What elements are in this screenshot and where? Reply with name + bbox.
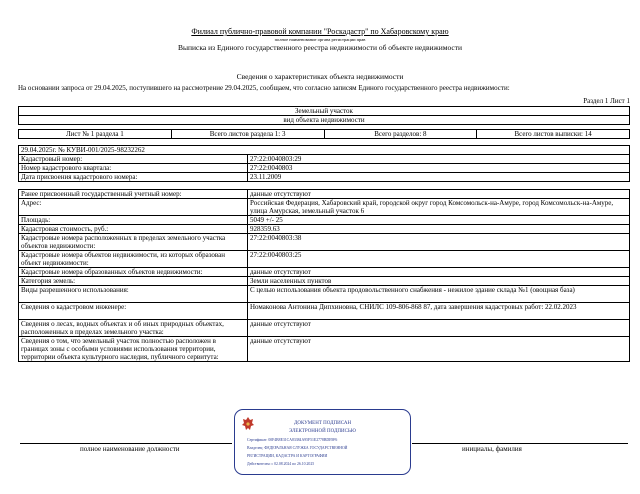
table-row — [19, 173, 630, 182]
row-label: Кадастровые номера расположенных в пределах земельного участка объектов недвижимости: — [19, 234, 248, 251]
sections-total: Всего разделов: 8 — [324, 130, 477, 139]
row-value: С целью использования объекта продовольственного снабжения - нежилое здание склада №1 (овощная база) — [248, 286, 630, 303]
table-row — [19, 199, 630, 216]
row-value: Номаконова Антонина Дипхиновна, СНИЛС 109-806-868 87, дата завершения кадастровых работ: 22.02.2023 — [248, 303, 630, 320]
row-label: Кадастровая стоимость, руб.: — [19, 225, 248, 234]
row-value: 5049 +/- 25 — [248, 216, 630, 225]
document-title: Выписка из Единого государственного реестра недвижимости об объекте недвижимости — [177, 43, 463, 52]
table-row — [19, 268, 630, 277]
row-label: Сведения о кадастровом инженере: — [19, 303, 248, 320]
row-value: Российская Федерация, Хабаровский край, городской округ город Комсомольск-на-Амуре, город Комсомольск-на-Амуре, улица Амурская, земельный участок 6 — [248, 199, 630, 216]
row-value: 27:22:0040803 — [248, 164, 630, 173]
sheets-in-section: Всего листов раздела 1: 3 — [171, 130, 324, 139]
position-caption: полное наименование должности — [80, 445, 180, 453]
row-value: данные отсутствуют — [248, 337, 630, 362]
stamp-validity: Действителен: с 02.08.2024 по 26.10.2025 — [247, 462, 315, 466]
row-value: Земли населенных пунктов — [248, 277, 630, 286]
row-label: Кадастровый номер: — [19, 155, 248, 164]
cadastral-details-table — [18, 189, 630, 362]
branch-name: Филиал публично-правовой компании "Роскадастр" по Хабаровскому краю — [191, 27, 449, 36]
object-type-table — [18, 106, 630, 125]
row-value: данные отсутствуют — [248, 320, 630, 337]
row-label: Сведения о том, что земельный участок полностью расположен в границах зоны с особыми условиями использования территории, территории объекта культурного наследия, публичного сервитута: — [19, 337, 248, 362]
section-label: Раздел 1 Лист 1 — [583, 97, 630, 105]
table-row — [19, 216, 630, 225]
table-row — [19, 164, 630, 173]
table-row — [19, 286, 630, 303]
cadastral-basic-table — [18, 145, 630, 182]
row-label: Ранее присвоенный государственный учетный номер: — [19, 190, 248, 199]
table-row — [19, 303, 630, 320]
sheet-number: Лист № 1 раздела 1 — [19, 130, 172, 139]
stamp-certificate: Сертификат: 00F4B8E31CA83384A95F51E2778BDE9F6 — [247, 438, 338, 442]
table-row — [19, 225, 630, 234]
row-value: 928359.63 — [248, 225, 630, 234]
row-label: Номер кадастрового квартала: — [19, 164, 248, 173]
signature-stamp — [234, 409, 411, 475]
row-label: Площадь: — [19, 216, 248, 225]
row-label: Кадастровые номера образованных объектов недвижимости: — [19, 268, 248, 277]
row-label: Виды разрешенного использования: — [19, 286, 248, 303]
table-row — [19, 251, 630, 268]
stamp-owner: Владелец: ФЕДЕРАЛЬНАЯ СЛУЖБА ГОСУДАРСТВЕННОЙ — [247, 446, 348, 450]
table-row — [19, 155, 630, 164]
row-value: данные отсутствуют — [248, 190, 630, 199]
row-value: данные отсутствуют — [248, 268, 630, 277]
row-value: 27:22:0040803:25 — [248, 251, 630, 268]
row-label: Дата присвоения кадастрового номера: — [19, 173, 248, 182]
name-caption: инициалы, фамилия — [462, 445, 522, 453]
row-value: 27:22:0040803:38 — [248, 234, 630, 251]
stamp-subtitle: ЭЛЕКТРОННОЙ ПОДПИСЬЮ — [289, 429, 356, 434]
row-value: 23.11.2009 — [248, 173, 630, 182]
name-underline — [412, 443, 628, 444]
stamp-owner-cont: РЕГИСТРАЦИИ, КАДАСТРА И КАРТОГРАФИИ — [247, 454, 328, 458]
position-underline — [20, 443, 232, 444]
row-label: Категория земель: — [19, 277, 248, 286]
row-label: Адрес: — [19, 199, 248, 216]
sheets-total: Всего листов выписки: 14 — [477, 130, 630, 139]
document-subtitle: Сведения о характеристиках объекта недвижимости — [236, 72, 404, 81]
object-type-caption: вид объекта недвижимости — [19, 116, 630, 125]
sheet-info-table — [18, 129, 630, 139]
object-type: Земельный участок — [19, 107, 630, 116]
row-label: Кадастровые номера объектов недвижимости, из которых образован объект недвижимости: — [19, 251, 248, 268]
intro-text: На основании запроса от 29.04.2025, поступившего на рассмотрение 29.04.2025, сообщаем, что согласно записям Единого государственного реестра недвижимости: — [18, 84, 510, 92]
stamp-title: ДОКУМЕНТ ПОДПИСАН — [293, 421, 352, 426]
record-date-number: 29.04.2025г. № КУВИ-001/2025-98232262 — [19, 146, 630, 155]
table-row — [19, 277, 630, 286]
table-row — [19, 234, 630, 251]
branch-caption: полное наименование органа регистрации прав — [274, 37, 366, 42]
table-row — [19, 337, 630, 362]
row-value: 27:22:0040803:29 — [248, 155, 630, 164]
row-label: Сведения о лесах, водных объектах и об иных природных объектах, расположенных в пределах земельного участка: — [19, 320, 248, 337]
table-row — [19, 320, 630, 337]
table-row — [19, 190, 630, 199]
